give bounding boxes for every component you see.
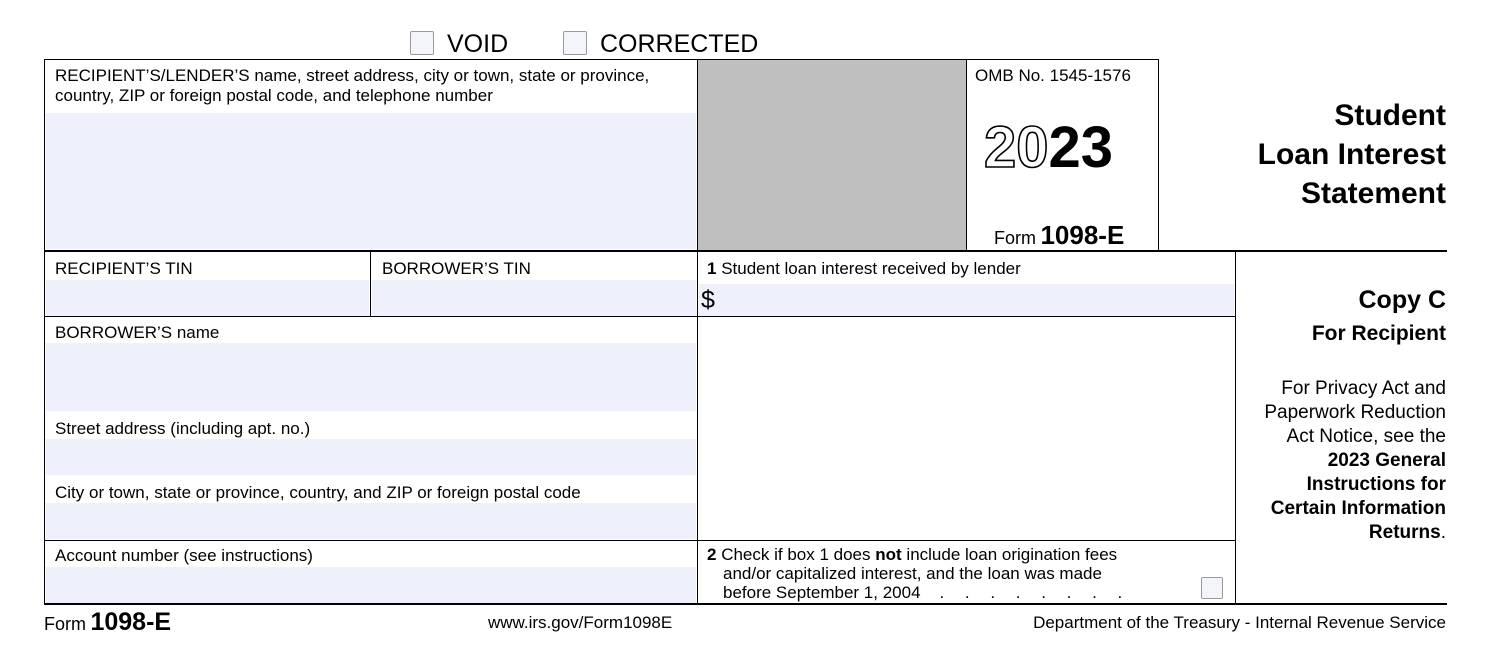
box2-line-3-text: before September 1, 2004 <box>723 583 921 602</box>
city-label: City or town, state or province, country, and ZIP or foreign postal code <box>55 483 581 502</box>
tax-year <box>984 116 1113 180</box>
footer-department: Department of the Treasury - Internal Revenue Service <box>1033 613 1446 632</box>
copy-divider <box>1235 251 1236 604</box>
omb-divider <box>966 59 967 251</box>
borrower-tin-field[interactable] <box>372 280 696 316</box>
header-bottom-line <box>44 250 1447 252</box>
form-title <box>1166 96 1446 213</box>
recipient-tin-input[interactable] <box>46 280 369 316</box>
account-field[interactable] <box>46 567 696 603</box>
box2-not: not <box>875 545 902 564</box>
borrower-tin-label: BORROWER’S TIN <box>382 259 531 278</box>
box2-text-2: include loan origination fees <box>906 545 1118 564</box>
corrected-label: CORRECTED <box>600 30 759 58</box>
void-checkbox[interactable] <box>410 31 434 55</box>
tax-year-bold: 23 <box>1048 115 1114 180</box>
borrower-name-label: BORROWER’S name <box>55 323 220 342</box>
omb-number: OMB No. 1545-1576 <box>975 66 1131 85</box>
tin-bottom-line <box>44 316 1235 317</box>
borrower-name-input[interactable] <box>46 343 696 411</box>
title-line-1: Student <box>1334 99 1446 132</box>
footer-form-number: 1098-E <box>90 608 172 636</box>
footer-form-word: Form <box>44 614 86 634</box>
box2-line-1 <box>707 545 1130 564</box>
account-input[interactable] <box>46 567 696 603</box>
account-label: Account number (see instructions) <box>55 546 313 565</box>
box2-top-line <box>697 540 1235 541</box>
street-label: Street address (including apt. no.) <box>55 419 311 438</box>
box2-line-2: and/or capitalized interest, and the loan was made <box>723 564 1102 583</box>
recipient-tin-label: RECIPIENT’S TIN <box>55 259 193 278</box>
privacy-notice-end: . <box>1440 522 1446 543</box>
account-top-line <box>44 540 697 541</box>
box1-text: Student loan interest received by lender <box>721 259 1021 278</box>
privacy-notice-text: For Privacy Act and Paperwork Reduction Act Notice, see the <box>1264 378 1446 447</box>
city-input[interactable] <box>46 503 696 539</box>
header-form-number: 1098-E <box>1040 220 1125 250</box>
top-border <box>44 59 1158 60</box>
box2-text-1: Check if box 1 does <box>721 545 871 564</box>
title-line-3: Statement <box>1300 177 1446 210</box>
city-field[interactable] <box>46 503 696 539</box>
footer-form-id <box>44 608 171 637</box>
copy-title: Copy C <box>1358 286 1446 314</box>
privacy-notice-bold: 2023 General Instructions for Certain Information Returns <box>1270 450 1446 543</box>
tax-year-outline: 20 <box>984 115 1049 180</box>
recipient-tin-field[interactable] <box>46 280 369 316</box>
box1-input[interactable] <box>725 286 1229 316</box>
street-input[interactable] <box>46 439 696 475</box>
tin-divider <box>370 251 371 316</box>
recipient-label: RECIPIENT’S/LENDER’S name, street address, city or town, state or province, country, ZIP or foreign postal code, and telephone number <box>55 66 650 105</box>
corrected-checkbox[interactable] <box>563 31 587 55</box>
recipient-field[interactable] <box>46 113 696 249</box>
void-label: VOID <box>447 30 509 58</box>
header-form-word: Form <box>994 228 1036 248</box>
box2-number: 2 <box>707 545 717 564</box>
copy-subtitle: For Recipient <box>1311 322 1446 345</box>
recipient-input[interactable] <box>46 113 696 249</box>
box2-leader-dots: . . . . . . . . <box>939 583 1131 602</box>
form-bottom-line <box>44 603 1447 605</box>
header-form-id <box>994 220 1124 251</box>
borrower-name-field[interactable] <box>46 343 696 411</box>
box2-line-3 <box>707 583 1130 602</box>
box1-number: 1 <box>707 259 717 278</box>
title-line-2: Loan Interest <box>1257 138 1446 171</box>
box2-checkbox[interactable] <box>1201 577 1223 599</box>
box1-currency: $ <box>701 286 715 314</box>
box2-text <box>707 545 1130 602</box>
borrower-tin-input[interactable] <box>372 280 696 316</box>
left-border <box>44 59 45 604</box>
footer-url[interactable]: www.irs.gov/Form1098E <box>488 613 673 632</box>
privacy-notice <box>1246 377 1446 545</box>
box1-label <box>707 259 1021 279</box>
street-field[interactable] <box>46 439 696 475</box>
header-right-border <box>1158 59 1159 251</box>
shaded-area <box>698 60 966 250</box>
